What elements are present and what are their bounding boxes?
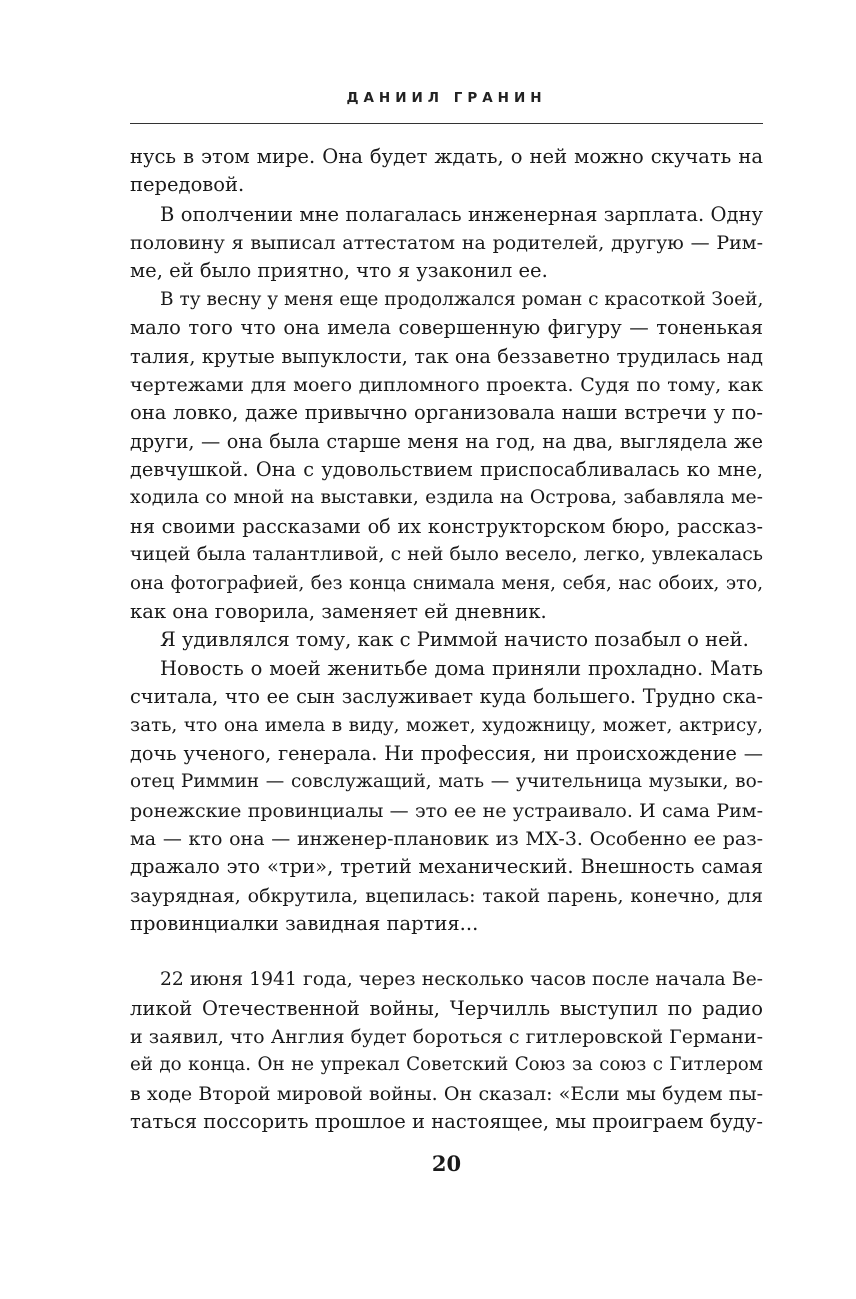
- text-line: зать, что она имела в виду, может, художницу, может, актрису,: [130, 714, 763, 736]
- page-number: 20: [431, 1151, 462, 1176]
- text-line: талия, крутые выпуклости, так она беззаветно трудилась над: [130, 344, 763, 368]
- running-head: ДАНИИЛ ГРАНИН: [346, 90, 547, 106]
- text-line: Я удивлялся тому, как с Риммой начисто позабыл о ней.: [160, 628, 749, 652]
- text-line: В ополчении мне полагалась инженерная зарплата. Одну: [160, 202, 763, 226]
- text-line: как она говорила, заменяет ей дневник.: [130, 600, 547, 623]
- text-line: отец Риммин — совслужащий, мать — учительница музыки, во-: [130, 771, 763, 793]
- text-line: дражало это «три», третий механический. Внешность самая: [130, 855, 763, 879]
- text-line: дочь ученого, генерала. Ни профессия, ни происхождение —: [130, 741, 763, 765]
- text-line: считала, что ее сын заслуживает куда большего. Трудно ска-: [130, 685, 763, 709]
- text-line: девчушкой. Она с удовольствием приспосабливалась ко мне,: [130, 458, 763, 482]
- text-line: ей до конца. Он не упрекал Советский Союз за союз с Гитлером: [130, 1054, 763, 1076]
- text-line: други, — она была старше меня на год, на два, выглядела же: [130, 429, 763, 453]
- text-line: ме, ей было приятно, что я узаконил ее.: [130, 259, 548, 283]
- text-line: таться поссорить прошлое и настоящее, мы проиграем буду-: [130, 1110, 763, 1133]
- text-line: она фотографией, без конца снимала меня, себя, нас обоих, это,: [130, 572, 763, 594]
- text-line: она ловко, даже привычно организовала наши встречи у по-: [130, 401, 763, 425]
- text-line: половину я выписал аттестатом на родителей, другую — Рим-: [130, 232, 763, 254]
- text-line: в ходе Второй мировой войны. Он сказал: «Если мы будем пы-: [130, 1082, 763, 1105]
- text-line: чертежами для моего дипломного проекта. Судя по тому, как: [130, 373, 763, 396]
- text-line: Новость о моей женитьбе дома приняли прохладно. Мать: [160, 656, 763, 680]
- text-line: чицей была талантливой, с ней было весело, легко, увлекалась: [130, 544, 763, 566]
- text-line: и заявил, что Англия будет бороться с гитлеровской Германи-: [130, 1025, 763, 1048]
- text-line: ходила со мной на выставки, ездила на Острова, забавляла ме-: [130, 487, 763, 509]
- text-line: передовой.: [130, 173, 245, 197]
- text-line: В ту весну у меня еще продолжался роман с красоткой Зоей,: [160, 288, 764, 310]
- text-line: заурядная, обкрутила, вцепилась: такой парень, конечно, для: [130, 884, 763, 907]
- text-line: ня своими рассказами об их конструкторском бюро, рассказ-: [130, 514, 763, 538]
- text-line: ма — кто она — инженер-плановик из МХ-3. Особенно ее раз-: [130, 828, 763, 850]
- text-line: ликой Отечественной войны, Черчилль выступил по радио: [130, 996, 763, 1020]
- text-line: нусь в этом мире. Она будет ждать, о ней можно скучать на: [130, 145, 763, 168]
- text-line: 22 июня 1941 года, через несколько часов после начала Ве-: [160, 969, 763, 991]
- text-line: мало того что она имела совершенную фигуру — тоненькая: [130, 316, 763, 340]
- text-line: ронежские провинциалы — это ее не устраивало. И сама Рим-: [130, 799, 763, 822]
- header-rule: [130, 123, 763, 124]
- text-line: провинциалки завидная партия...: [130, 912, 479, 936]
